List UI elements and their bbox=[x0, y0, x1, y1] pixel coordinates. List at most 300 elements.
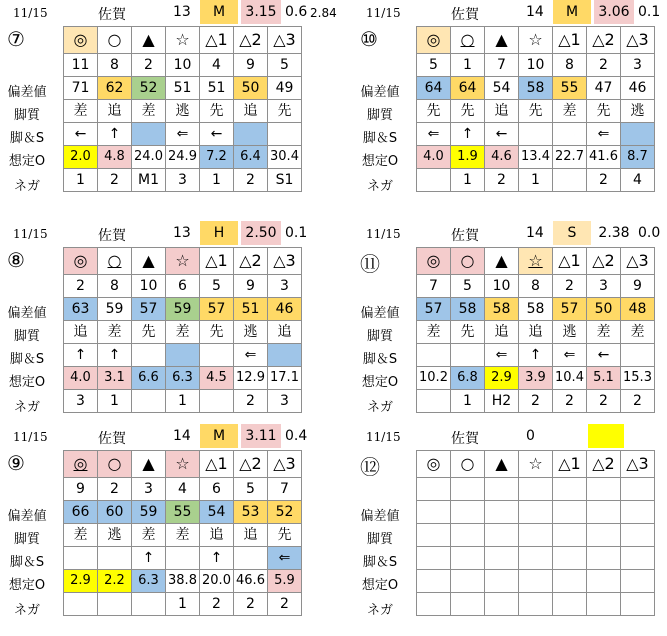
row-label: 脚＆S bbox=[9, 352, 45, 367]
expected-odds-row bbox=[417, 146, 655, 169]
expected-odds-cell: 7.2 bbox=[200, 146, 234, 169]
deviation-cell: 58 bbox=[519, 77, 553, 100]
deviation-cell: 66 bbox=[64, 501, 98, 524]
row-label: 脚質 bbox=[13, 532, 40, 547]
leg-s-cell: ⇐ bbox=[234, 344, 268, 367]
expected-odds-cell: 2.0 bbox=[64, 146, 98, 169]
running-style-cell: 差 bbox=[132, 524, 166, 547]
expected-odds-cell: 4.5 bbox=[200, 367, 234, 390]
leg-s-cell: ← bbox=[64, 123, 98, 146]
deviation-cell: 64 bbox=[451, 77, 485, 100]
expected-odds-cell: 4.8 bbox=[98, 146, 132, 169]
number-row bbox=[417, 478, 655, 501]
leg-s-cell bbox=[621, 344, 655, 367]
panel-header bbox=[356, 221, 661, 245]
expected-odds-cell: 13.4 bbox=[519, 146, 553, 169]
negative-cell: 2 bbox=[485, 169, 519, 192]
row-label: 脚質 bbox=[13, 329, 40, 344]
leg-s-cell bbox=[268, 344, 302, 367]
score-primary: 2.38 bbox=[598, 225, 630, 241]
number-cell: 5 bbox=[234, 478, 268, 501]
row-label: 偏差値 bbox=[7, 509, 47, 524]
deviation-row bbox=[417, 298, 655, 321]
negative-cell bbox=[553, 593, 587, 616]
running-style-cell: 先 bbox=[451, 321, 485, 344]
leg-s-cell: ↑ bbox=[132, 547, 166, 570]
running-style-cell: 追 bbox=[98, 100, 132, 123]
prediction-table bbox=[63, 450, 302, 616]
leg-s-row bbox=[64, 123, 302, 146]
negative-cell: 2 bbox=[268, 593, 302, 616]
number-cell: 5 bbox=[268, 54, 302, 77]
deviation-cell: 51 bbox=[234, 298, 268, 321]
mark-cell: ▲ bbox=[485, 27, 519, 54]
leg-s-cell bbox=[519, 547, 553, 570]
leg-s-cell bbox=[553, 123, 587, 146]
mark-cell: △2 bbox=[587, 451, 621, 478]
running-style-row bbox=[64, 321, 302, 344]
mark-cell: △1 bbox=[553, 451, 587, 478]
number-cell: 5 bbox=[200, 275, 234, 298]
running-style-cell: 逃 bbox=[234, 321, 268, 344]
number-cell: 4 bbox=[200, 54, 234, 77]
prediction-table bbox=[416, 26, 655, 192]
negative-row bbox=[64, 593, 302, 616]
grade-badge: M bbox=[553, 0, 591, 24]
negative-cell: 1 bbox=[166, 593, 200, 616]
negative-cell bbox=[200, 390, 234, 413]
number-cell: 8 bbox=[553, 54, 587, 77]
score-primary bbox=[594, 424, 634, 448]
row-label: 偏差値 bbox=[360, 306, 400, 321]
mark-cell: ☆ bbox=[519, 248, 553, 275]
number-cell: 8 bbox=[519, 275, 553, 298]
leg-s-cell bbox=[621, 123, 655, 146]
race-circle-number: ⑨ bbox=[7, 451, 25, 475]
leg-s-cell bbox=[234, 547, 268, 570]
mark-row bbox=[64, 27, 302, 54]
leg-s-cell: ← bbox=[485, 123, 519, 146]
running-style-cell: 追 bbox=[268, 321, 302, 344]
mark-cell: ☆ bbox=[166, 451, 200, 478]
race-date: 11/15 bbox=[366, 430, 401, 444]
negative-cell bbox=[132, 390, 166, 413]
race-panel bbox=[3, 0, 337, 210]
number-cell bbox=[587, 478, 621, 501]
negative-row bbox=[417, 593, 655, 616]
mark-row bbox=[417, 27, 655, 54]
expected-odds-row bbox=[64, 146, 302, 169]
venue-name: 佐賀 bbox=[98, 7, 126, 23]
deviation-row bbox=[64, 501, 302, 524]
expected-odds-cell bbox=[451, 570, 485, 593]
leg-s-cell bbox=[621, 547, 655, 570]
number-cell: 6 bbox=[200, 478, 234, 501]
leg-s-cell: ← bbox=[587, 344, 621, 367]
score-primary: 2.50 bbox=[241, 221, 281, 245]
negative-cell: 2 bbox=[200, 593, 234, 616]
prediction-table bbox=[63, 247, 302, 413]
number-cell: 3 bbox=[621, 54, 655, 77]
deviation-cell: 55 bbox=[553, 77, 587, 100]
row-label: 偏差値 bbox=[360, 85, 400, 100]
mark-cell: ○ bbox=[98, 248, 132, 275]
running-style-cell bbox=[485, 524, 519, 547]
leg-s-cell bbox=[234, 123, 268, 146]
running-style-row bbox=[64, 100, 302, 123]
mark-cell: ☆ bbox=[166, 27, 200, 54]
deviation-cell bbox=[451, 501, 485, 524]
negative-cell bbox=[621, 593, 655, 616]
deviation-cell: 57 bbox=[200, 298, 234, 321]
deviation-cell bbox=[485, 501, 519, 524]
row-label: ネガ bbox=[366, 603, 393, 618]
number-cell: 4 bbox=[166, 478, 200, 501]
row-label: 偏差値 bbox=[7, 85, 47, 100]
race-circle-number: ⑩ bbox=[360, 27, 378, 51]
deviation-cell: 57 bbox=[553, 298, 587, 321]
mark-cell: ○ bbox=[451, 27, 485, 54]
negative-row bbox=[417, 390, 655, 413]
score-secondary: 0.6 bbox=[285, 4, 308, 20]
number-cell: 3 bbox=[587, 275, 621, 298]
panel-header bbox=[356, 424, 656, 448]
expected-odds-cell: 24.9 bbox=[166, 146, 200, 169]
deviation-cell: 63 bbox=[64, 298, 98, 321]
negative-cell: 2 bbox=[234, 593, 268, 616]
race-number: 14 bbox=[526, 225, 544, 241]
deviation-cell: 52 bbox=[268, 501, 302, 524]
expected-odds-cell: 17.1 bbox=[268, 367, 302, 390]
number-cell: 7 bbox=[417, 275, 451, 298]
grade-badge: H bbox=[200, 221, 238, 245]
number-cell bbox=[553, 478, 587, 501]
mark-cell: △1 bbox=[200, 451, 234, 478]
negative-cell bbox=[98, 593, 132, 616]
number-cell: 2 bbox=[587, 54, 621, 77]
expected-odds-row bbox=[417, 367, 655, 390]
negative-cell: 2 bbox=[621, 390, 655, 413]
negative-cell: 2 bbox=[234, 390, 268, 413]
venue-name: 佐賀 bbox=[451, 7, 479, 23]
number-cell: 5 bbox=[451, 275, 485, 298]
number-row bbox=[417, 275, 655, 298]
number-cell: 10 bbox=[166, 54, 200, 77]
deviation-row bbox=[64, 77, 302, 100]
expected-odds-cell: 38.8 bbox=[166, 570, 200, 593]
race-number: 13 bbox=[173, 225, 191, 241]
number-cell: 2 bbox=[64, 275, 98, 298]
expected-odds-cell bbox=[417, 570, 451, 593]
expected-odds-cell: 6.8 bbox=[451, 367, 485, 390]
row-label: 脚＆S bbox=[362, 555, 398, 570]
mark-cell: △3 bbox=[268, 27, 302, 54]
deviation-cell: 55 bbox=[166, 501, 200, 524]
row-label: 脚質 bbox=[366, 329, 393, 344]
leg-s-cell: ↑ bbox=[98, 123, 132, 146]
running-style-cell: 差 bbox=[98, 321, 132, 344]
expected-odds-cell: 20.0 bbox=[200, 570, 234, 593]
number-cell: 8 bbox=[98, 54, 132, 77]
mark-cell: ◎ bbox=[64, 248, 98, 275]
negative-cell bbox=[64, 593, 98, 616]
negative-cell: 1 bbox=[64, 169, 98, 192]
leg-s-cell: ↑ bbox=[519, 344, 553, 367]
race-date: 11/15 bbox=[366, 227, 401, 241]
expected-odds-cell: 5.1 bbox=[587, 367, 621, 390]
leg-s-cell: ↑ bbox=[200, 547, 234, 570]
number-row bbox=[64, 54, 302, 77]
row-label: ネガ bbox=[13, 603, 40, 618]
leg-s-cell bbox=[132, 123, 166, 146]
number-cell: 6 bbox=[166, 275, 200, 298]
running-style-cell: 差 bbox=[621, 321, 655, 344]
negative-cell: S1 bbox=[268, 169, 302, 192]
running-style-row bbox=[417, 524, 655, 547]
negative-cell: 2 bbox=[234, 169, 268, 192]
running-style-cell: 差 bbox=[166, 321, 200, 344]
negative-cell: 2 bbox=[553, 390, 587, 413]
negative-cell bbox=[553, 169, 587, 192]
venue-name: 佐賀 bbox=[98, 431, 126, 447]
number-cell bbox=[621, 478, 655, 501]
expected-odds-cell: 46.6 bbox=[234, 570, 268, 593]
race-number: 0 bbox=[526, 428, 535, 444]
number-cell: 5 bbox=[417, 54, 451, 77]
running-style-cell: 先 bbox=[519, 100, 553, 123]
expected-odds-cell: 2.2 bbox=[98, 570, 132, 593]
negative-cell: 2 bbox=[587, 169, 621, 192]
race-number: 14 bbox=[526, 4, 544, 20]
mark-row bbox=[64, 248, 302, 275]
negative-cell: 2 bbox=[519, 390, 553, 413]
mark-row bbox=[417, 451, 655, 478]
running-style-cell bbox=[587, 524, 621, 547]
score-primary: 3.15 bbox=[241, 0, 281, 24]
number-cell bbox=[519, 478, 553, 501]
leg-s-cell bbox=[64, 547, 98, 570]
running-style-cell: 先 bbox=[200, 100, 234, 123]
expected-odds-cell: 3.9 bbox=[519, 367, 553, 390]
running-style-cell bbox=[417, 524, 451, 547]
running-style-cell: 追 bbox=[234, 100, 268, 123]
mark-cell: ▲ bbox=[485, 248, 519, 275]
number-cell: 10 bbox=[132, 275, 166, 298]
race-panel bbox=[356, 424, 656, 634]
row-label: 想定O bbox=[361, 578, 399, 593]
row-label: 脚＆S bbox=[9, 131, 45, 146]
negative-row bbox=[64, 390, 302, 413]
negative-cell bbox=[519, 593, 553, 616]
row-label: ネガ bbox=[366, 179, 393, 194]
mark-cell: ▲ bbox=[132, 451, 166, 478]
row-label: 脚質 bbox=[366, 108, 393, 123]
leg-s-cell bbox=[451, 344, 485, 367]
mark-cell: △1 bbox=[200, 27, 234, 54]
venue-name: 佐賀 bbox=[451, 228, 479, 244]
grade-badge: M bbox=[200, 424, 238, 448]
leg-s-cell bbox=[268, 123, 302, 146]
number-cell: 2 bbox=[553, 275, 587, 298]
leg-s-cell: ⇐ bbox=[417, 123, 451, 146]
race-circle-number: ⑧ bbox=[7, 248, 25, 272]
running-style-cell: 先 bbox=[417, 100, 451, 123]
deviation-cell: 51 bbox=[166, 77, 200, 100]
mark-cell: ◎ bbox=[417, 248, 451, 275]
running-style-cell: 先 bbox=[268, 100, 302, 123]
leg-s-cell bbox=[166, 547, 200, 570]
running-style-cell: 逃 bbox=[621, 100, 655, 123]
mark-cell: △2 bbox=[234, 27, 268, 54]
deviation-row bbox=[417, 77, 655, 100]
deviation-cell: 59 bbox=[98, 298, 132, 321]
venue-name: 佐賀 bbox=[451, 431, 479, 447]
number-cell: 2 bbox=[132, 54, 166, 77]
expected-odds-cell bbox=[587, 570, 621, 593]
number-cell: 1 bbox=[451, 54, 485, 77]
running-style-cell bbox=[553, 524, 587, 547]
row-label: 脚＆S bbox=[9, 555, 45, 570]
leg-s-cell: ↑ bbox=[451, 123, 485, 146]
row-label: 脚＆S bbox=[362, 352, 398, 367]
leg-s-row bbox=[64, 547, 302, 570]
mark-cell: ▲ bbox=[132, 27, 166, 54]
expected-odds-cell: 10.4 bbox=[553, 367, 587, 390]
deviation-cell: 71 bbox=[64, 77, 98, 100]
deviation-cell: 57 bbox=[132, 298, 166, 321]
mark-cell: △2 bbox=[234, 248, 268, 275]
leg-s-cell bbox=[553, 547, 587, 570]
running-style-cell bbox=[519, 524, 553, 547]
negative-cell: 3 bbox=[166, 169, 200, 192]
panel-header bbox=[356, 0, 661, 24]
expected-odds-cell: 3.1 bbox=[98, 367, 132, 390]
mark-cell: △3 bbox=[268, 451, 302, 478]
score-secondary: 0.0 bbox=[638, 225, 661, 241]
row-label: 脚質 bbox=[366, 532, 393, 547]
leg-s-cell bbox=[98, 547, 132, 570]
number-cell: 7 bbox=[485, 54, 519, 77]
mark-cell: △3 bbox=[621, 248, 655, 275]
mark-cell: ▲ bbox=[485, 451, 519, 478]
deviation-cell: 59 bbox=[166, 298, 200, 321]
panel-header bbox=[3, 0, 337, 24]
mark-cell: ○ bbox=[98, 451, 132, 478]
running-style-cell: 差 bbox=[64, 524, 98, 547]
expected-odds-cell: 5.9 bbox=[268, 570, 302, 593]
negative-cell: 1 bbox=[451, 169, 485, 192]
row-label: 偏差値 bbox=[360, 509, 400, 524]
negative-cell bbox=[485, 593, 519, 616]
expected-odds-cell: 8.7 bbox=[621, 146, 655, 169]
panel-header bbox=[3, 221, 308, 245]
negative-cell: 2 bbox=[98, 169, 132, 192]
race-panel bbox=[3, 424, 308, 634]
expected-odds-cell: 6.4 bbox=[234, 146, 268, 169]
mark-cell: ◎ bbox=[64, 27, 98, 54]
race-number: 13 bbox=[173, 4, 191, 20]
deviation-cell: 51 bbox=[200, 77, 234, 100]
row-label: ネガ bbox=[366, 400, 393, 415]
number-cell: 10 bbox=[485, 275, 519, 298]
leg-s-cell bbox=[485, 547, 519, 570]
number-cell bbox=[451, 478, 485, 501]
deviation-cell: 50 bbox=[587, 298, 621, 321]
deviation-cell bbox=[621, 501, 655, 524]
negative-cell: 2 bbox=[587, 390, 621, 413]
leg-s-cell: ⇐ bbox=[485, 344, 519, 367]
number-cell: 8 bbox=[98, 275, 132, 298]
running-style-cell: 差 bbox=[64, 100, 98, 123]
leg-s-cell: ← bbox=[200, 123, 234, 146]
mark-cell: △3 bbox=[268, 248, 302, 275]
score-secondary: 0.1 bbox=[285, 225, 308, 241]
deviation-cell: 57 bbox=[417, 298, 451, 321]
row-label: 脚質 bbox=[13, 108, 40, 123]
expected-odds-cell: 4.6 bbox=[485, 146, 519, 169]
negative-row bbox=[64, 169, 302, 192]
running-style-cell: 先 bbox=[200, 321, 234, 344]
leg-s-row bbox=[417, 123, 655, 146]
number-cell: 11 bbox=[64, 54, 98, 77]
leg-s-cell bbox=[200, 344, 234, 367]
deviation-cell: 46 bbox=[268, 298, 302, 321]
race-panel bbox=[356, 221, 661, 431]
race-date: 11/15 bbox=[13, 6, 48, 20]
number-cell: 9 bbox=[234, 275, 268, 298]
expected-odds-cell: 22.7 bbox=[553, 146, 587, 169]
running-style-cell: 逃 bbox=[98, 524, 132, 547]
mark-cell: △2 bbox=[587, 248, 621, 275]
expected-odds-cell: 12.9 bbox=[234, 367, 268, 390]
score-secondary: 0.4 bbox=[285, 428, 308, 444]
leg-s-cell bbox=[519, 123, 553, 146]
deviation-row bbox=[417, 501, 655, 524]
deviation-cell: 46 bbox=[621, 77, 655, 100]
leg-s-cell: ↑ bbox=[98, 344, 132, 367]
score-primary: 3.11 bbox=[241, 424, 281, 448]
number-cell: 3 bbox=[268, 275, 302, 298]
negative-cell: 3 bbox=[268, 390, 302, 413]
negative-cell bbox=[451, 593, 485, 616]
expected-odds-cell: 10.2 bbox=[417, 367, 451, 390]
expected-odds-cell: 4.0 bbox=[64, 367, 98, 390]
negative-cell: 3 bbox=[64, 390, 98, 413]
number-cell: 9 bbox=[621, 275, 655, 298]
deviation-cell: 58 bbox=[519, 298, 553, 321]
number-cell bbox=[417, 478, 451, 501]
panel-header bbox=[3, 424, 308, 448]
running-style-cell: 先 bbox=[132, 321, 166, 344]
negative-cell: 1 bbox=[519, 169, 553, 192]
running-style-cell: 追 bbox=[519, 321, 553, 344]
deviation-cell: 50 bbox=[234, 77, 268, 100]
negative-cell bbox=[587, 593, 621, 616]
leg-s-row bbox=[417, 344, 655, 367]
running-style-cell: 先 bbox=[451, 100, 485, 123]
running-style-cell: 差 bbox=[132, 100, 166, 123]
expected-odds-row bbox=[417, 570, 655, 593]
leg-s-cell: ⇐ bbox=[553, 344, 587, 367]
mark-cell: △1 bbox=[553, 248, 587, 275]
running-style-row bbox=[417, 321, 655, 344]
race-date: 11/15 bbox=[13, 227, 48, 241]
number-cell: 10 bbox=[519, 54, 553, 77]
negative-row bbox=[417, 169, 655, 192]
deviation-cell: 48 bbox=[621, 298, 655, 321]
negative-cell: M1 bbox=[132, 169, 166, 192]
race-circle-number: ⑦ bbox=[7, 27, 25, 51]
